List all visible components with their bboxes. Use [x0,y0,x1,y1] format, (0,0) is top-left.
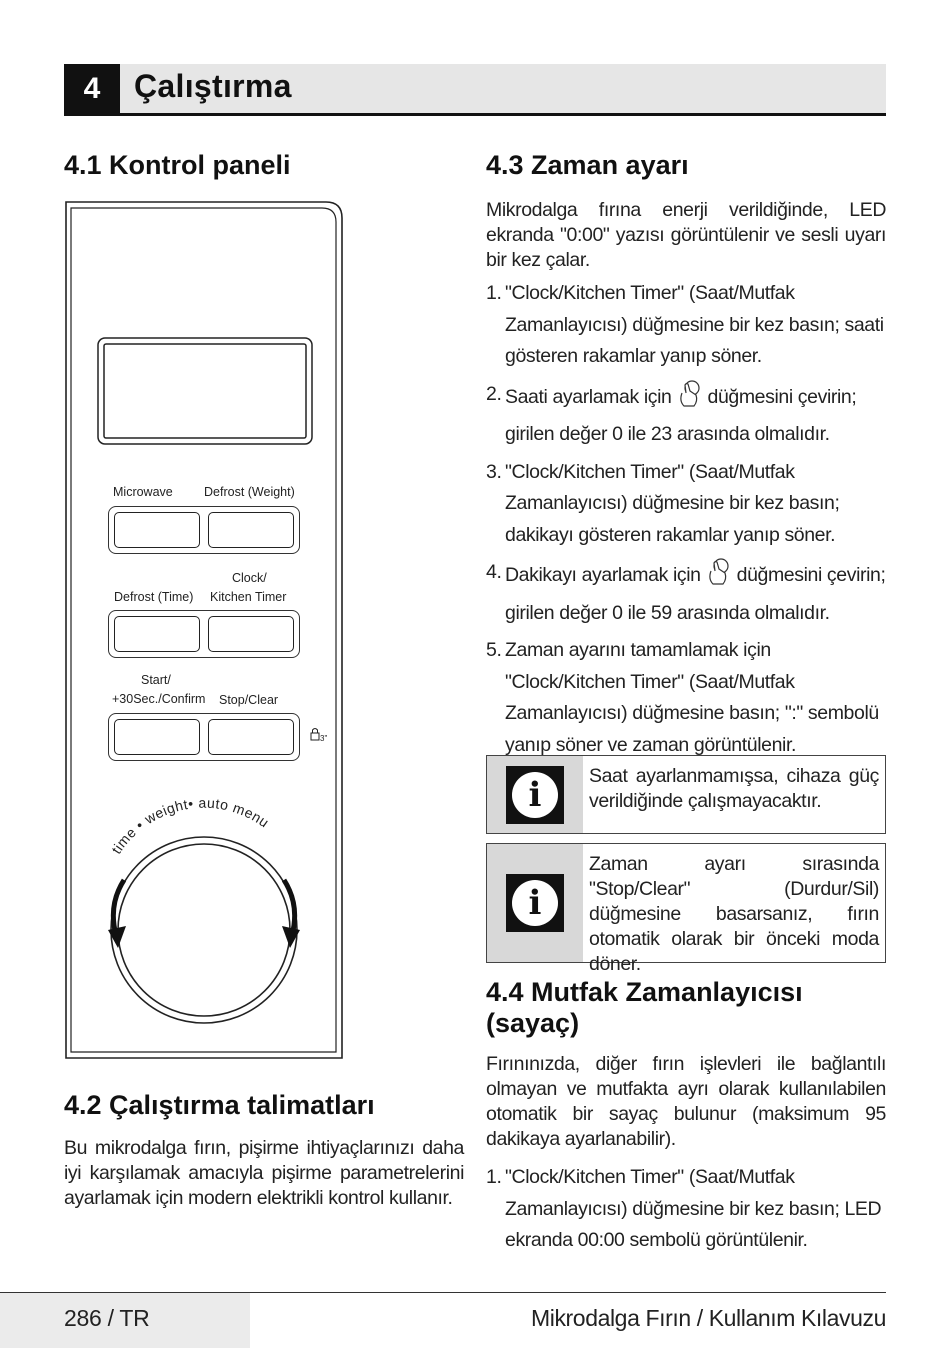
label-clock-line2: Kitchen Timer [210,590,287,604]
info-note-side [487,756,583,833]
operating-instructions-text: Bu mikrodalga fırın, pişirme ihtiyaçlarınızı daha iyi karşılamak amacıyla pişirme parametrelerini ayarlamak için modern elektrikli kontrol kullanır. [64,1137,464,1209]
chapter-header [64,64,886,116]
label-stop-clear: Stop/Clear [219,693,279,707]
step-text-pre: Saati ayarlamak için [505,385,672,408]
info-note-text: Zaman ayarı sırasında "Stop/Clear" (Durdur/Sil) düğmesine basarsanız, fırın otomatik olarak bir önceki moda döner. [589,853,879,975]
start-confirm-button[interactable] [114,719,200,755]
step-text: "Clock/Kitchen Timer" (Saat/Mutfak Zamanlayıcısı) düğmesine bir kez basın; dakikayı gösteren rakamlar yanıp söner. [505,460,840,546]
page-number: 286 / TR [64,1305,150,1331]
info-note-1 [486,755,886,834]
knob-turn-icon [676,379,704,420]
step-number: 5. [486,639,502,661]
step-3 [486,457,886,552]
step-5 [486,635,886,761]
clock-kitchen-timer-button[interactable] [208,616,294,652]
info-icon: i [512,880,558,926]
label-start-line2: +30Sec./Confirm [112,692,206,706]
time-setting-intro: Mikrodalga fırına enerji verildiğinde, LED ekranda "0:00" yazısı görüntülenir ve sesli uyarı bir kez çalar. [486,199,886,271]
step-text-post: düğmesini çevirin; girilen değer 0 ile 59 arasında olmalıdır. [505,564,886,624]
time-setting-steps [486,278,886,767]
step-text: "Clock/Kitchen Timer" (Saat/Mutfak Zamanlayıcısı) düğmesine bir kez basın; saati gösteren rakamlar yanıp söner. [505,282,884,367]
section-title-operating-instructions: 4.2 Çalıştırma talimatları [64,1090,375,1120]
info-icon: i [512,772,558,818]
step-number: 1. [486,1166,502,1188]
microwave-button[interactable] [114,512,200,548]
step-text-pre: Dakikayı ayarlamak için [505,564,701,586]
footer-doc-title: Mikrodalga Fırın / Kullanım Kılavuzu [530,1305,886,1331]
step-number: 3. [486,460,502,483]
info-note-2 [486,843,886,975]
step-1 [486,1162,886,1257]
stop-clear-button[interactable] [208,719,294,755]
kitchen-timer-intro: Fırınınızda, diğer fırın işlevleri ile bağlantılı olmayan ve mutfakta ayrı olarak kullanılabilen otomatik bir sayaç bulunur (maksimum 95 dakikaya ayarlanabilir). [486,1053,886,1150]
lock-icon [313,729,318,734]
chapter-number: 4 [64,64,120,113]
knob-turn-icon [705,557,733,598]
label-microwave: Microwave [113,485,173,499]
footer-divider [0,1292,886,1293]
step-text: "Clock/Kitchen Timer" (Saat/Mutfak Zamanlayıcısı) düğmesine bir kez basın; LED ekranda 00:00 sembolü görüntülenir. [505,1166,882,1251]
info-note-side [487,844,583,962]
defrost-time-button[interactable] [114,616,200,652]
section-title-kitchen-timer: 4.4 Mutfak Zamanlayıcısı (sayaç) [486,977,803,1038]
step-number: 1. [486,282,502,304]
section-title-control-panel: 4.1 Kontrol paneli [64,150,291,180]
step-text-post: düğmesini çevirin; girilen değer 0 ile 23 arasında olmalıdır. [505,385,857,445]
dial-label: time • weight• auto menu [108,794,273,857]
lock-hint: 3" [320,734,328,743]
label-defrost-time: Defrost (Time) [114,590,194,604]
step-number: 2. [486,382,502,405]
step-number: 4. [486,561,502,583]
step-4 [486,557,886,629]
control-dial[interactable] [118,844,290,1016]
step-text: Zaman ayarını tamamlamak için "Clock/Kitchen Timer" (Saat/Mutfak Zamanlayıcısı) düğmesine basın; ":" sembolü yanıp söner ve zaman görüntülenir. [505,639,879,756]
step-2 [486,379,886,451]
control-panel-illustration [64,200,344,1062]
defrost-weight-button[interactable] [208,512,294,548]
label-clock-line1: Clock/ [232,571,267,585]
label-start-line1: Start/ [141,673,171,687]
chapter-title: Çalıştırma [134,68,292,104]
label-defrost-weight: Defrost (Weight) [204,485,295,499]
kitchen-timer-steps [486,1162,886,1263]
step-1 [486,278,886,373]
section-title-time-setting: 4.3 Zaman ayarı [486,150,689,180]
info-note-text: Saat ayarlanmamışsa, cihaza güç verildiğinde çalışmayacaktır. [589,765,879,812]
